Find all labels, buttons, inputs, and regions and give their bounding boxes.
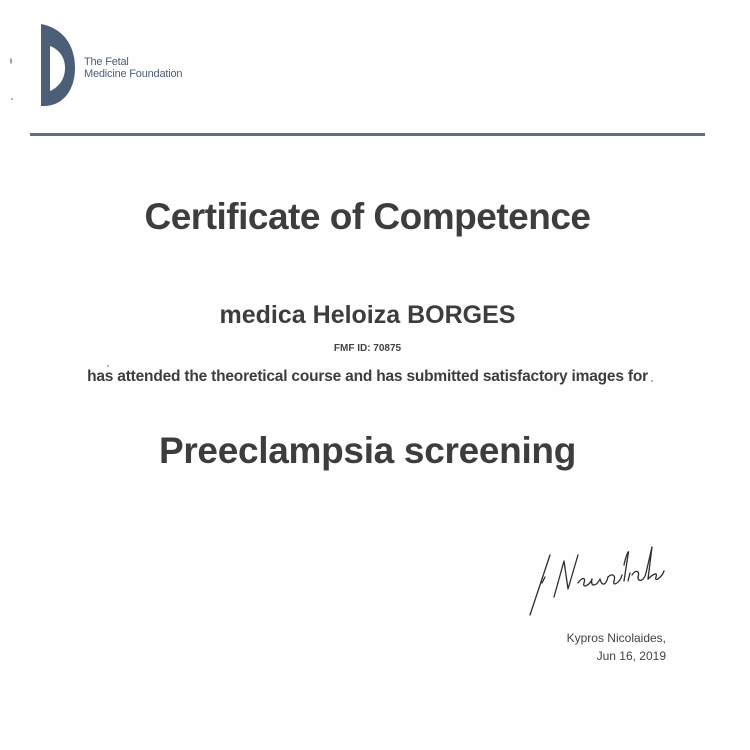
logo-line-1: The Fetal <box>84 56 129 68</box>
certificate-statement: has attended the theoretical course and has submitted satisfactory images for <box>87 368 648 385</box>
recipient-name: medica Heloiza BORGES <box>219 301 516 329</box>
scan-speck <box>10 58 12 64</box>
fmf-id: FMF ID: 70875 <box>333 343 402 354</box>
logo-line-2: Medicine Foundation <box>84 68 183 80</box>
handwritten-signature <box>520 525 670 620</box>
course-name: Preeclampsia screening <box>158 430 577 471</box>
scan-speck <box>107 365 109 367</box>
certificate-title: Certificate of Competence <box>144 196 591 237</box>
signer-block <box>567 629 666 665</box>
signature-date: Jun 16, 2019 <box>596 649 666 663</box>
fmf-logo <box>38 24 198 108</box>
scan-speck <box>11 98 13 100</box>
fmf-logo-text <box>84 56 182 80</box>
signer-name: Kypros Nicolaides, <box>566 631 666 645</box>
fmf-logo-icon <box>38 24 78 108</box>
scan-speck <box>651 380 653 382</box>
header-divider <box>30 133 705 136</box>
